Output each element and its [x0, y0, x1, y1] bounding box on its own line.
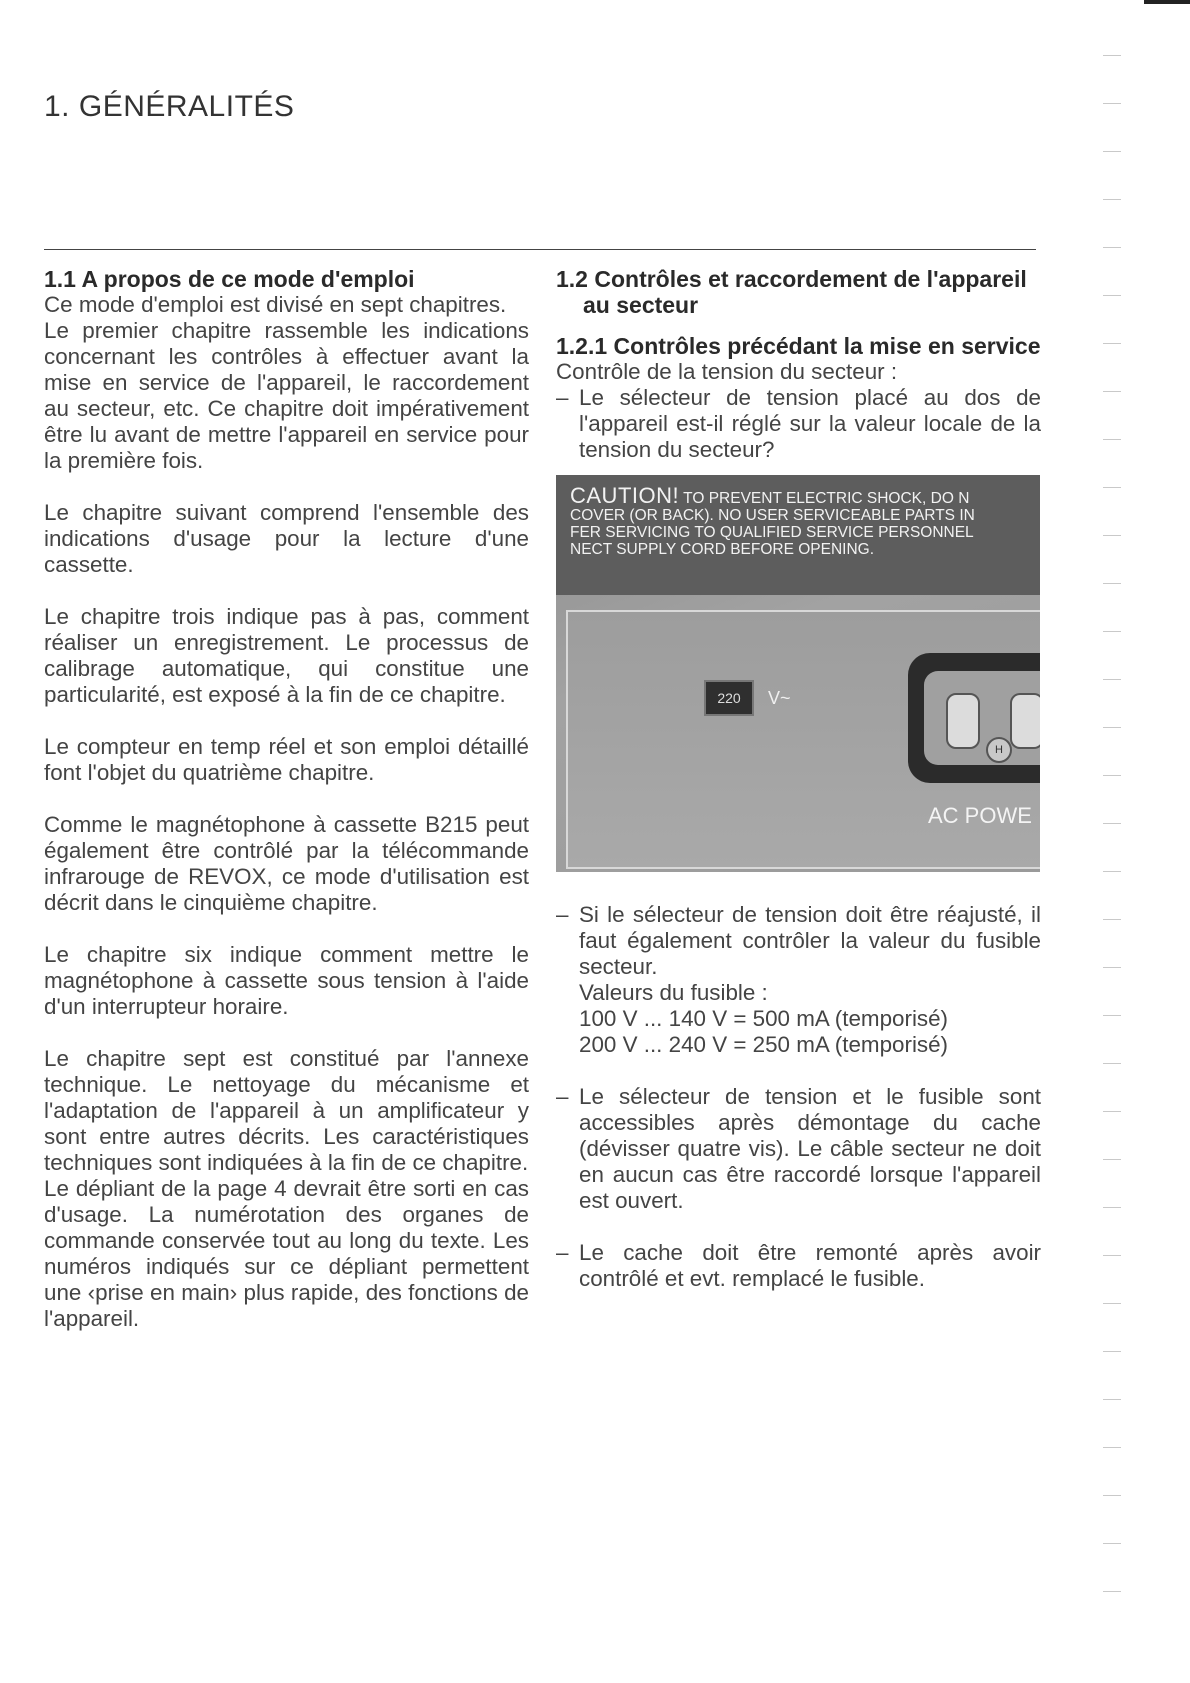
margin-tick	[1103, 343, 1121, 344]
margin-tick	[1103, 487, 1121, 488]
ac-power-label: AC POWE	[928, 803, 1032, 828]
paragraph: Le chapitre sept est constitué par l'annexe technique. Le nettoyage du mécanisme et l'adaptation de l'appareil à un amplificateur y sont entre autres décrits. Les caractéristiques techniques sont indiquées à la fin de ce chapitre.	[44, 1046, 529, 1175]
list-item: – Le cache doit être remonté après avoir contrôlé et evt. remplacé le fusible.	[556, 1240, 1041, 1292]
socket-inner	[924, 671, 1040, 765]
margin-tick	[1103, 1591, 1121, 1592]
margin-tick	[1103, 823, 1121, 824]
margin-tick	[1103, 535, 1121, 536]
list-item	[556, 902, 1041, 1058]
margin-tick	[1103, 967, 1121, 968]
margin-tick	[1103, 1543, 1121, 1544]
margin-tick	[1103, 1399, 1121, 1400]
list-item-text: Si le sélecteur de tension doit être réajusté, il faut également contrôler la valeur du fusible secteur.	[579, 902, 1041, 979]
margin-tick	[1103, 391, 1121, 392]
margin-tick	[1103, 1447, 1121, 1448]
rear-panel-photo	[556, 475, 1040, 872]
margin-tick	[1103, 103, 1121, 104]
paragraph: Le dépliant de la page 4 devrait être sorti en cas d'usage. La numérotation des organes de commande conservée tout au long du texte. Les numéros indiqués sur ce dépliant permettent une ‹prise en main› plus rapide, des fonctions de l'appareil.	[44, 1176, 529, 1331]
caution-line: TO PREVENT ELECTRIC SHOCK, DO N	[683, 490, 970, 507]
caution-title: CAUTION!	[570, 483, 680, 508]
fuse-values-title: Valeurs du fusible :	[579, 980, 768, 1005]
caution-line: NECT SUPPLY CORD BEFORE OPENING.	[570, 541, 875, 558]
page-edge-mark	[1144, 0, 1190, 4]
margin-tick	[1103, 55, 1121, 56]
margin-tick	[1103, 1495, 1121, 1496]
margin-tick	[1103, 679, 1121, 680]
margin-tick	[1103, 1015, 1121, 1016]
margin-tick	[1103, 295, 1121, 296]
margin-ticks	[1103, 55, 1121, 1615]
paragraph: Le compteur en temp réel et son emploi détaillé font l'objet du quatrième chapitre.	[44, 734, 529, 785]
check-list	[556, 902, 1041, 1292]
margin-tick	[1103, 1303, 1121, 1304]
subsection-heading-1-2-1: 1.2.1 Contrôles précédant la mise en service	[556, 333, 1041, 359]
margin-tick	[1103, 247, 1121, 248]
power-socket	[908, 653, 1040, 783]
list-item: – Le sélecteur de tension placé au dos de l'appareil est-il réglé sur la valeur locale de la tension du secteur?	[556, 385, 1041, 463]
caution-line: FER SERVICING TO QUALIFIED SERVICE PERSONNEL	[570, 524, 974, 541]
margin-tick	[1103, 775, 1121, 776]
margin-tick	[1103, 919, 1121, 920]
intro-text: Contrôle de la tension du secteur :	[556, 359, 898, 384]
fuse-value-line: 100 V ... 140 V = 500 mA (temporisé)	[579, 1006, 949, 1031]
left-column	[44, 266, 529, 1332]
margin-tick	[1103, 1063, 1121, 1064]
margin-tick	[1103, 583, 1121, 584]
list-item: – Le sélecteur de tension et le fusible sont accessibles après démontage du cache (dévisser quatre vis). Le câble secteur ne doit en aucun cas être raccordé lorsque l'appareil est ouvert.	[556, 1084, 1041, 1214]
voltage-symbol: V~	[768, 688, 791, 708]
socket-pin-icon	[1010, 693, 1040, 749]
margin-tick	[1103, 1111, 1121, 1112]
margin-tick	[1103, 1159, 1121, 1160]
margin-tick	[1103, 151, 1121, 152]
socket-pin-icon	[946, 693, 980, 749]
section-heading-1-1: 1.1 A propos de ce mode d'emploi	[44, 266, 415, 292]
margin-tick	[1103, 199, 1121, 200]
caution-label	[556, 475, 1040, 595]
paragraph: Le premier chapitre rassemble les indications concernant les contrôles à effectuer avant la mise en service de l'appareil, le raccordement au secteur, etc. Ce chapitre doit impérativement être lu avant de mettre l'appareil en service pour la première fois.	[44, 318, 529, 473]
chapter-title: 1. GÉNÉRALITÉS	[44, 90, 295, 124]
section-heading-1-2: 1.2 Contrôles et raccordement de l'appareil au secteur	[556, 266, 1027, 318]
paragraph: Le chapitre six indique comment mettre le magnétophone à cassette sous tension à l'aide d'un interrupteur horaire.	[44, 942, 529, 1019]
paragraph: Le chapitre trois indique pas à pas, comment réaliser un enregistrement. Le processus de calibrage automatique, qui constitue une particularité, est exposé à la fin de ce chapitre.	[44, 604, 529, 707]
fuse-value-line: 200 V ... 240 V = 250 mA (temporisé)	[579, 1032, 949, 1057]
ground-icon: H	[986, 737, 1012, 763]
margin-tick	[1103, 439, 1121, 440]
paragraph: Comme le magnétophone à cassette B215 peut également être contrôlé par la télécommande infrarouge de REVOX, ce mode d'utilisation est décrit dans le cinquième chapitre.	[44, 812, 529, 915]
caution-line: COVER (OR BACK). NO USER SERVICEABLE PARTS IN	[570, 507, 975, 524]
margin-tick	[1103, 871, 1121, 872]
margin-tick	[1103, 1351, 1121, 1352]
paragraph: Le chapitre suivant comprend l'ensemble des indications d'usage pour la lecture d'une cassette.	[44, 500, 529, 577]
margin-tick	[1103, 631, 1121, 632]
top-rule	[44, 249, 1036, 250]
margin-tick	[1103, 1207, 1121, 1208]
right-column	[556, 266, 1041, 1292]
margin-tick	[1103, 727, 1121, 728]
paragraph: Ce mode d'emploi est divisé en sept chapitres.	[44, 292, 507, 317]
check-list	[556, 385, 1041, 463]
margin-tick	[1103, 1255, 1121, 1256]
voltage-selector: 220	[704, 680, 754, 716]
